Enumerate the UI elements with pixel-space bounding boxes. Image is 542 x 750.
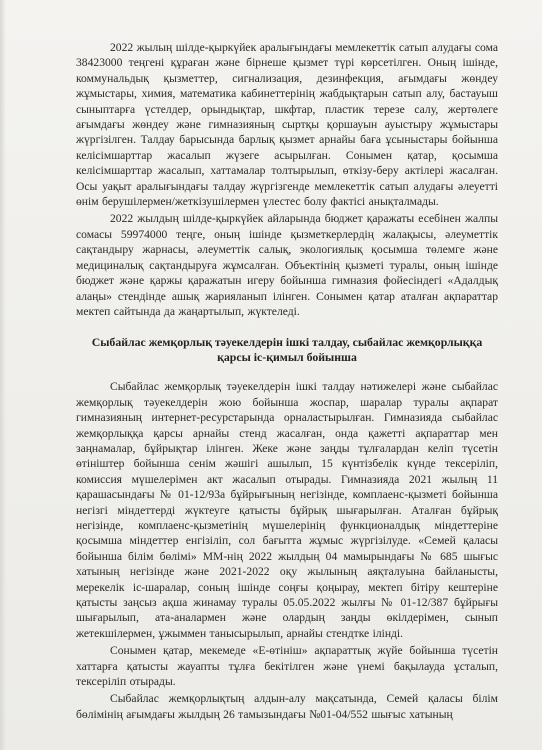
paragraph-prevention: Сыбайлас жемқорлықтың алдын-алу мақсатында, Семей қаласы білім бөлімінің ағымдағы жылдың 26 тамызындағы №01-04/552 шығыс хатының bbox=[76, 692, 498, 721]
paragraph-anticorruption-analysis: Сыбайлас жемқорлық тәуекелдерін ішкі талдау нәтижелері және сыбайлас жемқорлық тәуекелдерін жою бойынша жоспар, шаралар туралы ақпарат гимназияның интернет-ресурстарында орналастырылған. Гимназияда сыбайлас жемқорлыққа қарсы арнайы стенд жасалған, онда қажетті ақпараттар мен заңнамалар, бұйрықтар ілінген. Жеке және заңды тұлғалардан келіп түсетін өтініштер бойынша сенім жәшігі ашылып, 15 күнтізбелік күнде тексеріліп, комиссия мүшелерімен акт жасалып отырады. Гимназияда 2021 жылың 11 қарашасындағы № 01-12/93а бұйрығының негізінде, комплаенс-қызметі бойынша негізгі міндеттерді жүктеуге қатысты бұйрық шығарылған. Аталған бұйрық негізінде, комплаенс-қызметінің мүшелерінің функционалдық міндеттеріне қосымша міндеттер енгізіліп, сол бағытта жұмыс жүргізілуде. «Семей қаласы бойынша білім бөлімі» ММ-нің 2022 жылдың 04 мамырындағы № 685 шығыс хатының негізінде және 2021-2022 оқу жылының аяқталуына байланысты, мерекелік іс-шаралар, соның ішінде соңғы қоңырау, мектеп бітіру кештеріне қатысты заңсыз ақша жинамау туралы 05.05.2022 жылғы № 01-12/387 бұйрығы шығарылып, ата-аналармен және олардың заңды өкілдерімен, сынып жетекшілермен, ұжыммен танысырылып, арнайы стендтке ілінді. bbox=[76, 380, 498, 640]
paragraph-budget-summary: 2022 жылдың шілде-қыркүйек айларында бюджет қаражаты есебінен жалпы сомасы 59974000 теңге, оның ішінде қызметкерлердің жалақысы, әлеуметтік сақтандыру жарнасы, әлеуметтік салық, экологиялық қосымша төлемге және медициналық сақтандыруға жұмсалған. Объектінің қызметі туралы, оның ішінде бюджет және қаржы қаражатын игеру бойынша гимназия фойесіндегі «Адалдық алаңы» стендінде ашық жарияланып ілінген. Сонымен қатар аталған ақпараттар мектеп сайтында да жаңартылып, жүктеледі. bbox=[76, 212, 498, 318]
paragraph-procurement-summary: 2022 жылың шілде-қыркүйек аралығындағы мемлекеттік сатып алудағы сома 38423000 теңгені құраған және бірнеше қызмет түрі көрсетілген. Оның ішінде, коммунальдық қызметтер, сигнализация, дезинфекция, ағымдағы жөндеу жұмыстары, химия, математика кабинеттерінің жабдықтарын сатып алу, бастауыш сыныптарға үстелдер, орындықтар, шкфтар, пластик терезе салу, жертөлеге ағымдағы жөндеу және гимназияның сыртқы қоршауын ауыстыру жұмыстары жүргізілген. Талдау барысында барлық қызмет арнайы баға ұсыныстары бойынша келісімшарттар жасалып жүзеге асырылған. Сонымен қатар, қосымша келісімшарттар жасалып, хаттамалар толтырылып, өткізу-беру актілері жасалған. Осы уақыт аралығындағы талдау жүргізгенде мемлекеттік сатып алудағы әлеуетті өнім берушілермен/жеткізушілермен үлестес болу фактісі анықталмады. bbox=[76, 41, 498, 209]
section-title-line-2: қарсы іс-қимыл бойынша bbox=[217, 350, 357, 365]
scan-edge-shadow bbox=[0, 0, 6, 750]
section-title-line-1: Сыбайлас жемқорлық тәуекелдерін ішкі талдау, сыбайлас жемқорлыққа bbox=[91, 335, 483, 350]
paragraph-e-otinish: Сонымен қатар, мекемеде «Е-өтініш» ақпараттық жүйе бойынша түсетін хаттарға қатысты жауапты тұлға бекітілген және үнемі бақылауда ұсталып, тексеріліп отырады. bbox=[76, 644, 498, 689]
section-title bbox=[76, 335, 498, 365]
